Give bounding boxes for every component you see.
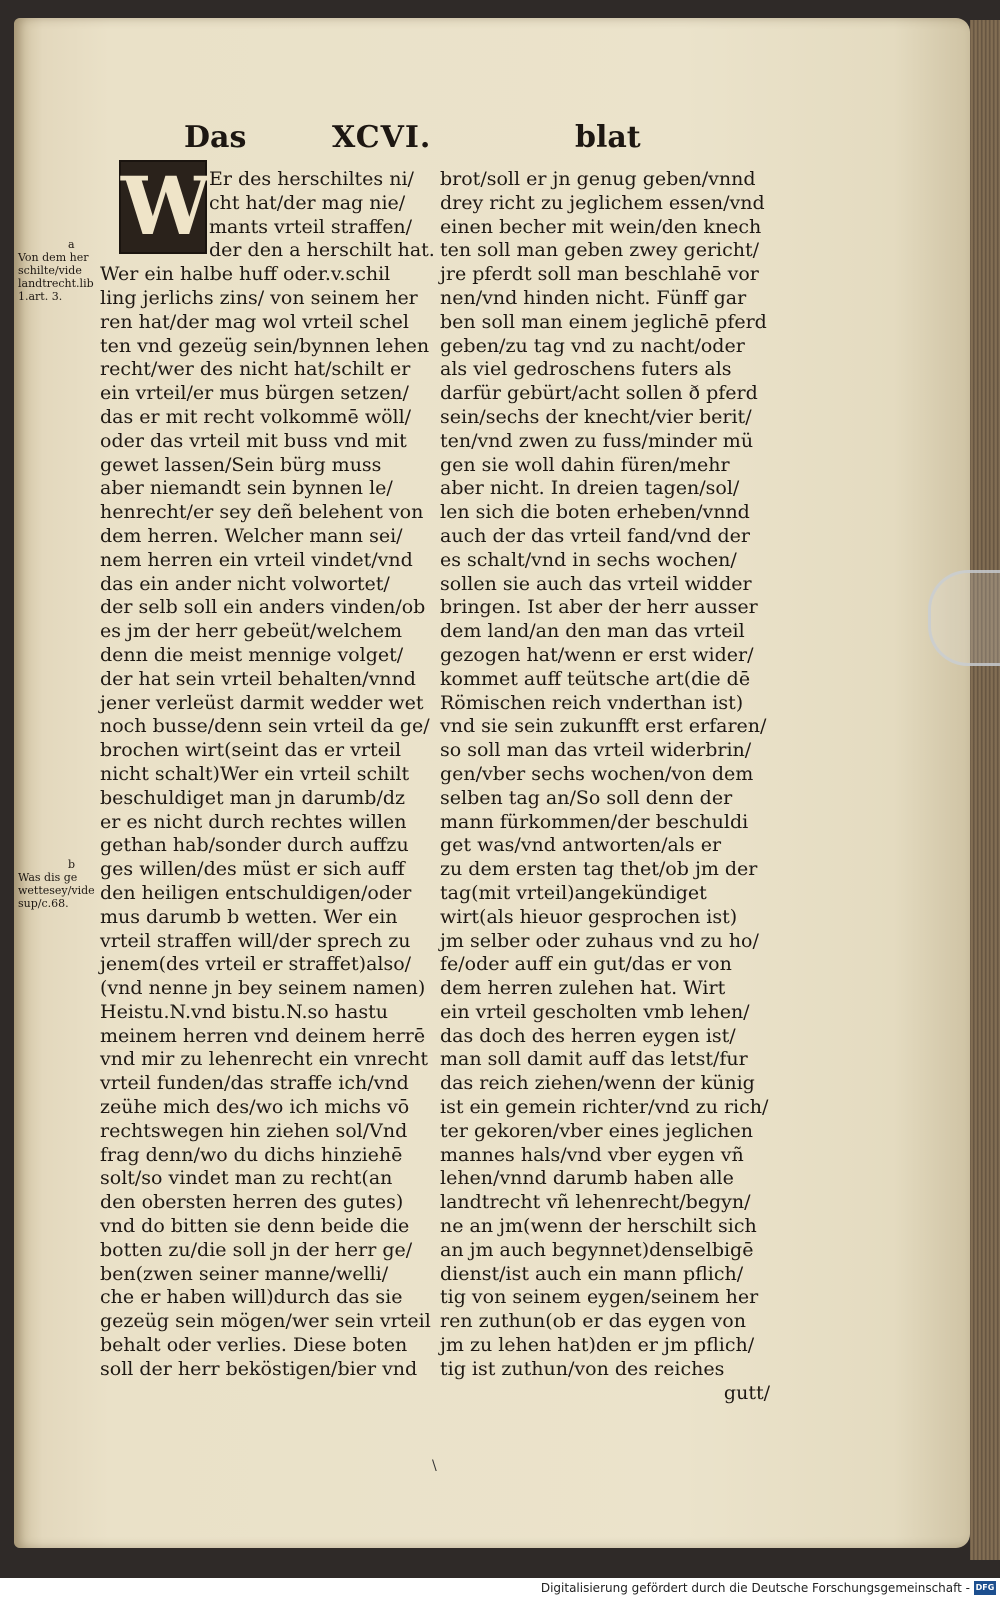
text-line: landtrecht vñ lehenrecht/begyn/ <box>440 1191 751 1214</box>
text-line: als viel gedroschens futers als <box>440 358 732 381</box>
text-line: gewet lassen/Sein bürg muss <box>100 453 382 476</box>
marginal-note-line: Von dem her <box>18 251 89 264</box>
text-line: zu dem ersten tag thet/ob jm der <box>440 858 758 881</box>
text-line: ren hat/der mag wol vrteil schel <box>100 310 409 333</box>
text-line: denn die meist mennige volget/ <box>100 643 404 666</box>
text-line: sollen sie auch das vrteil widder <box>440 572 752 595</box>
running-head-left: Das <box>184 120 247 155</box>
paper-clip <box>928 570 1000 666</box>
text-line: henrecht/er sey deñ belehent von <box>100 501 424 524</box>
text-line: Wer ein halbe huff oder.v.schil <box>100 263 391 286</box>
text-line: sein/sechs der knecht/vier berit/ <box>440 405 752 428</box>
text-line: den obersten herren des gutes) <box>100 1191 404 1214</box>
running-head-right: blat <box>575 120 641 155</box>
dfg-logo: DFG <box>974 1581 996 1595</box>
text-line: gen sie woll dahin füren/mehr <box>440 453 730 476</box>
text-line: ten soll man geben zwey gericht/ <box>440 239 760 262</box>
text-line: ren zuthun(ob er das eygen von <box>440 1310 746 1333</box>
text-line: recht/wer des nicht hat/schilt er <box>100 358 411 381</box>
text-line: oder das vrteil mit buss vnd mit <box>100 429 407 452</box>
text-line: tig ist zuthun/von des reiches <box>440 1357 725 1380</box>
decorated-initial: W <box>121 159 211 253</box>
text-line: mann fürkommen/der beschuldi <box>440 810 749 833</box>
digitization-footer <box>0 1578 1000 1600</box>
right-text-column <box>440 168 770 1405</box>
text-line: meinem herren vnd deinem herrē <box>100 1024 426 1047</box>
marginal-note-marker: b <box>68 858 76 871</box>
text-line: dienst/ist auch ein mann pflich/ <box>440 1262 744 1285</box>
text-line: brot/soll er jn genug geben/vnnd <box>440 168 756 190</box>
text-line: vrteil straffen will/der sprech zu <box>100 929 411 952</box>
text-line: Er des herschiltes ni/ <box>209 168 414 190</box>
text-line: aber nicht. In dreien tagen/sol/ <box>440 477 740 500</box>
text-line: darfür gebürt/acht sollen ð pferd <box>440 382 758 405</box>
text-line: len sich die boten erheben/vnnd <box>440 501 750 524</box>
marginal-note-line: sup/c.68. <box>18 897 69 910</box>
text-line: Heistu.N.vnd bistu.N.so hastu <box>100 1000 388 1023</box>
catchword: gutt/ <box>723 1381 770 1404</box>
left-text-column <box>100 168 435 1382</box>
text-line: auch der das vrteil fand/vnd der <box>440 524 751 547</box>
text-line: einen becher mit wein/den knech <box>440 215 762 238</box>
text-line: Römischen reich vnderthan ist) <box>440 691 744 714</box>
text-line: get was/vnd antworten/als er <box>440 834 722 857</box>
text-line: selben tag an/So soll denn der <box>440 786 733 809</box>
text-line: dem land/an den man das vrteil <box>440 620 745 643</box>
text-line: soll der herr beköstigen/bier vnd <box>100 1357 418 1380</box>
text-line: jenem(des vrteil er straffet)also/ <box>100 953 412 976</box>
text-line: lehen/vnnd darumb haben alle <box>440 1167 734 1190</box>
text-line: dem herren zulehen hat. Wirt <box>440 977 726 1000</box>
marginal-note-line: schilte/vide <box>18 264 82 277</box>
text-line: gethan hab/sonder durch auffzu <box>100 834 409 857</box>
marginal-note-line: Was dis ge <box>18 871 78 884</box>
text-line: tig von seinem eygen/seinem her <box>440 1286 759 1309</box>
text-line: er es nicht durch rechtes willen <box>100 810 407 833</box>
text-line: cht hat/der mag nie/ <box>209 191 406 214</box>
text-line: vnd mir zu lehenrecht ein vnrecht <box>100 1048 429 1071</box>
text-line: so soll man das vrteil widerbrin/ <box>440 739 752 762</box>
text-line: das doch des herren eygen ist/ <box>440 1024 736 1047</box>
text-line: ben(zwen seiner manne/welli/ <box>100 1262 389 1285</box>
text-line: jm zu lehen hat)den er jm pflich/ <box>440 1334 755 1357</box>
text-line: brochen wirt(seint das er vrteil <box>100 739 402 762</box>
text-line: jm selber oder zuhaus vnd zu ho/ <box>440 929 759 952</box>
text-line: drey richt zu jeglichem essen/vnd <box>440 191 765 214</box>
text-line: der hat sein vrteil behalten/vnnd <box>100 667 416 690</box>
folio-number: XCVI. <box>332 120 432 155</box>
text-line: ein vrteil/er mus bürgen setzen/ <box>100 382 409 405</box>
text-line: ten vnd gezeüg sein/bynnen lehen <box>100 334 430 357</box>
marginal-note-a <box>18 238 94 303</box>
text-line: das reich ziehen/wenn der künig <box>440 1072 755 1095</box>
text-line: mannes hals/vnd vber eygen vñ <box>440 1143 744 1166</box>
text-line: kommet auff teütsche art(die dē <box>440 667 751 690</box>
text-line: ein vrteil gescholten vmb lehen/ <box>440 1000 750 1023</box>
text-line: aber niemandt sein bynnen le/ <box>100 477 393 500</box>
text-line: vnd do bitten sie denn beide die <box>100 1215 410 1238</box>
text-line: mus darumb b wetten. Wer ein <box>100 905 398 928</box>
marginal-note-b <box>18 858 95 910</box>
text-line: gezeüg sein mögen/wer sein vrteil <box>100 1310 431 1333</box>
text-line: ges willen/des müst er sich auff <box>100 858 405 881</box>
text-line: che er haben will)durch das sie <box>100 1286 403 1309</box>
text-line: es schalt/vnd in sechs wochen/ <box>440 548 737 571</box>
page-edges <box>970 20 1000 1560</box>
marginal-note-line: wettesey/vide <box>18 884 95 897</box>
text-line: dem herren. Welcher mann sei/ <box>100 524 403 547</box>
marginal-note-line: landtrecht.lib <box>18 277 94 290</box>
text-line: behalt oder verlies. Diese boten <box>100 1334 408 1357</box>
text-line: beschuldiget man jn darumb/dz <box>100 786 406 809</box>
text-line: es jm der herr gebeüt/welchem <box>100 620 403 643</box>
text-line: an jm auch begynnet)denselbigē <box>440 1238 754 1261</box>
text-line: tag(mit vrteil)angekündiget <box>440 881 707 904</box>
text-line: nen/vnd hinden nicht. Fünff gar <box>440 286 747 309</box>
page-mark: \ <box>432 1458 437 1474</box>
text-line: rechtswegen hin ziehen sol/Vnd <box>100 1119 408 1142</box>
text-line: (vnd nenne jn bey seinem namen) <box>100 977 426 1000</box>
text-line: noch busse/denn sein vrteil da ge/ <box>100 715 430 738</box>
text-line: das er mit recht volkommē wöll/ <box>100 405 412 428</box>
text-line: der den a herschilt hat. <box>209 239 435 262</box>
text-line: vnd sie sein zukunfft erst erfaren/ <box>440 715 767 738</box>
text-line: bringen. Ist aber der herr ausser <box>440 596 758 619</box>
footer-credit: Digitalisierung gefördert durch die Deutsche Forschungsgemeinschaft - <box>540 1581 970 1595</box>
text-line: ling jerlichs zins/ von seinem her <box>100 286 418 309</box>
text-line: jre pferdt soll man beschlahē vor <box>440 263 759 286</box>
text-line: zeühe mich des/wo ich michs vō <box>100 1096 410 1119</box>
text-line: ten/vnd zwen zu fuss/minder mü <box>440 429 754 452</box>
text-line: gezogen hat/wenn er erst wider/ <box>440 643 754 666</box>
text-line: nicht schalt)Wer ein vrteil schilt <box>100 762 410 785</box>
text-line: den heiligen entschuldigen/oder <box>100 881 412 904</box>
text-line: gen/vber sechs wochen/von dem <box>440 762 754 785</box>
text-line: das ein ander nicht volwortet/ <box>100 572 390 595</box>
text-line: fe/oder auff ein gut/das er von <box>440 953 732 976</box>
marginal-note-marker: a <box>68 238 75 251</box>
text-line: ter gekoren/vber eines jeglichen <box>440 1119 753 1142</box>
text-line: ne an jm(wenn der herschilt sich <box>440 1215 757 1238</box>
text-line: jener verleüst darmit wedder wet <box>100 691 424 714</box>
marginal-note-line: 1.art. 3. <box>18 290 63 303</box>
text-line: der selb soll ein anders vinden/ob <box>100 596 426 619</box>
text-line: botten zu/die soll jn der herr ge/ <box>100 1238 413 1261</box>
text-line: ben soll man einem jeglichē pferd <box>440 310 767 333</box>
text-line: wirt(als hieuor gesprochen ist) <box>440 905 738 928</box>
text-line: vrteil funden/das straffe ich/vnd <box>100 1072 409 1095</box>
text-line: mants vrteil straffen/ <box>209 215 413 238</box>
text-line: solt/so vindet man zu recht(an <box>100 1167 393 1190</box>
text-line: nem herren ein vrteil vindet/vnd <box>100 548 413 571</box>
text-line: geben/zu tag vnd zu nacht/oder <box>440 334 745 357</box>
text-line: man soll damit auff das letst/fur <box>440 1048 748 1071</box>
text-line: frag denn/wo du dichs hinziehē <box>100 1143 403 1166</box>
text-line: ist ein gemein richter/vnd zu rich/ <box>440 1096 769 1119</box>
